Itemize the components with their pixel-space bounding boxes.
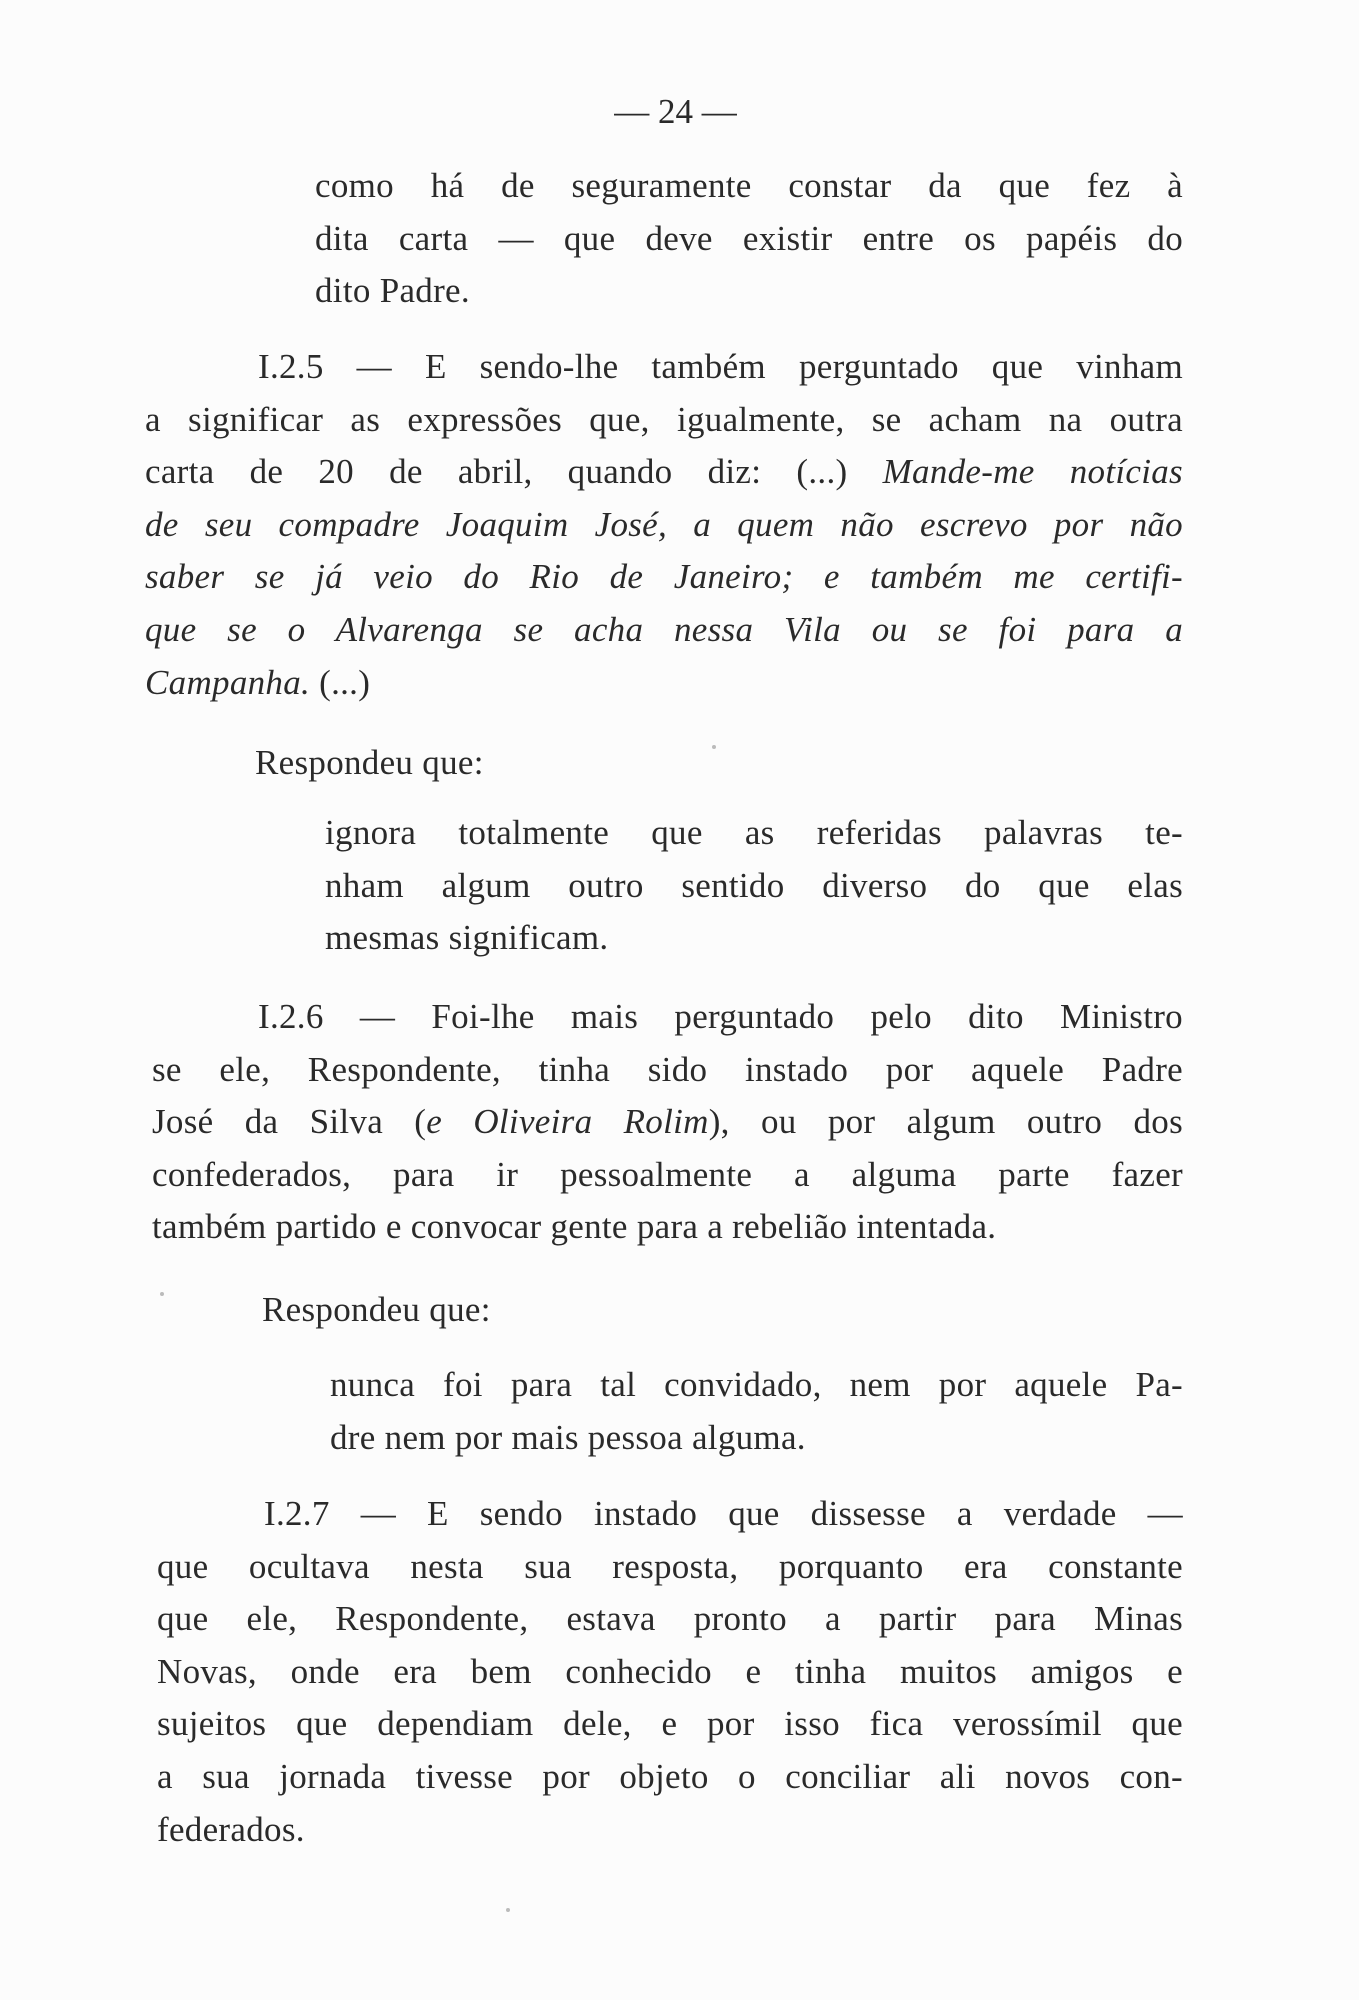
text: sujeitos que dependiam dele, e por isso fica verossímil que [157,1704,1183,1744]
text: carta de 20 de abril, quando diz: (...) [145,452,883,492]
paragraph-1-2-6-line [152,1048,1183,1092]
text: como há de seguramente constar da que fez à [315,166,1183,205]
response-1-2-6-line [330,1416,806,1460]
page-number: — 24 — [614,92,737,131]
paragraph-1-2-5-line [145,661,370,705]
text: ), ou por algum outro dos [708,1102,1183,1142]
paragraph-1-2-5-line [145,503,1183,547]
paragraph-1-2-7-line [157,1545,1183,1589]
text: dita carta — que deve existir entre os papéis do [315,218,1183,258]
scan-speck [712,745,716,749]
text: Respondeu que: [255,743,484,782]
text: Novas, onde era bem conhecido e tinha muitos amigos e [157,1651,1183,1691]
text: dito Padre. [315,271,470,311]
italic-text: Campanha. [145,662,311,702]
text: nunca foi para tal convidado, nem por aquele Pa- [330,1365,1183,1404]
paragraph-1-2-5-line [145,398,1183,442]
text: I.2.7 — E sendo instado que dissesse a verdade — [264,1494,1183,1533]
italic-text: e Oliveira Rolim [426,1102,709,1142]
text: (...) [310,662,371,702]
text: confederados, para ir pessoalmente a alguma parte fazer [152,1154,1183,1194]
text: a sua jornada tivesse por objeto o conciliar ali novos con- [157,1757,1183,1796]
text: ignora totalmente que as referidas palavras te- [325,813,1183,852]
response-1-2-6-line [330,1363,1183,1407]
text: federados. [157,1809,305,1849]
paragraph-1-2-6-line [258,995,1183,1039]
paragraph-1-2-5-line [145,608,1183,652]
italic-text: saber se já veio do Rio de Janeiro; e também me certifi- [145,557,1183,597]
paragraph-1-2-7-line [157,1597,1183,1641]
text: dre nem por mais pessoa alguma. [330,1417,806,1457]
paragraph-continuation-line [315,217,1183,261]
text: que ele, Respondente, estava pronto a partir para Minas [157,1599,1183,1639]
text: I.2.5 — E sendo-lhe também perguntado que vinham [258,347,1183,386]
text: a significar as expressões que, igualmente, se acham na outra [145,399,1183,439]
text: que ocultava nesta sua resposta, porquanto era constante [157,1546,1183,1586]
paragraph-continuation-line [315,269,470,313]
text: se ele, Respondente, tinha sido instado por aquele Padre [152,1049,1183,1089]
paragraph-continuation-line [315,164,1183,208]
text: I.2.6 — Foi-lhe mais perguntado pelo dito Ministro [258,997,1183,1036]
paragraph-1-2-5-line [258,345,1183,389]
paragraph-1-2-7-line [157,1650,1183,1694]
response-1-2-5-line [325,864,1183,908]
paragraph-1-2-5-line [145,555,1183,599]
paragraph-1-2-7-line [157,1702,1183,1746]
text: José da Silva ( [152,1102,427,1142]
response-1-2-5-line [325,811,1183,855]
response-label-line [255,741,484,785]
scan-speck [160,1292,164,1296]
italic-text: de seu compadre Joaquim José, a quem não escrevo por não [145,504,1183,544]
response-1-2-5-line [325,916,608,960]
italic-text: que se o Alvarenga se acha nessa Vila ou se foi para a [145,610,1183,649]
paragraph-1-2-6-line [152,1100,1183,1144]
response-label-line [262,1288,491,1332]
text: também partido e convocar gente para a rebelião intentada. [152,1207,997,1247]
paragraph-1-2-5-line [145,450,1183,494]
text: mesmas significam. [325,918,609,958]
paragraph-1-2-7-line [264,1492,1183,1536]
text: nham algum outro sentido diverso do que elas [325,865,1183,905]
paragraph-1-2-7-line [157,1808,305,1852]
text: Respondeu que: [262,1290,491,1329]
paragraph-1-2-6-line [152,1205,996,1249]
paragraph-1-2-7-line [157,1755,1183,1799]
scan-speck [506,1908,510,1912]
paragraph-1-2-6-line [152,1153,1183,1197]
italic-text: Mande-me notícias [882,452,1183,492]
